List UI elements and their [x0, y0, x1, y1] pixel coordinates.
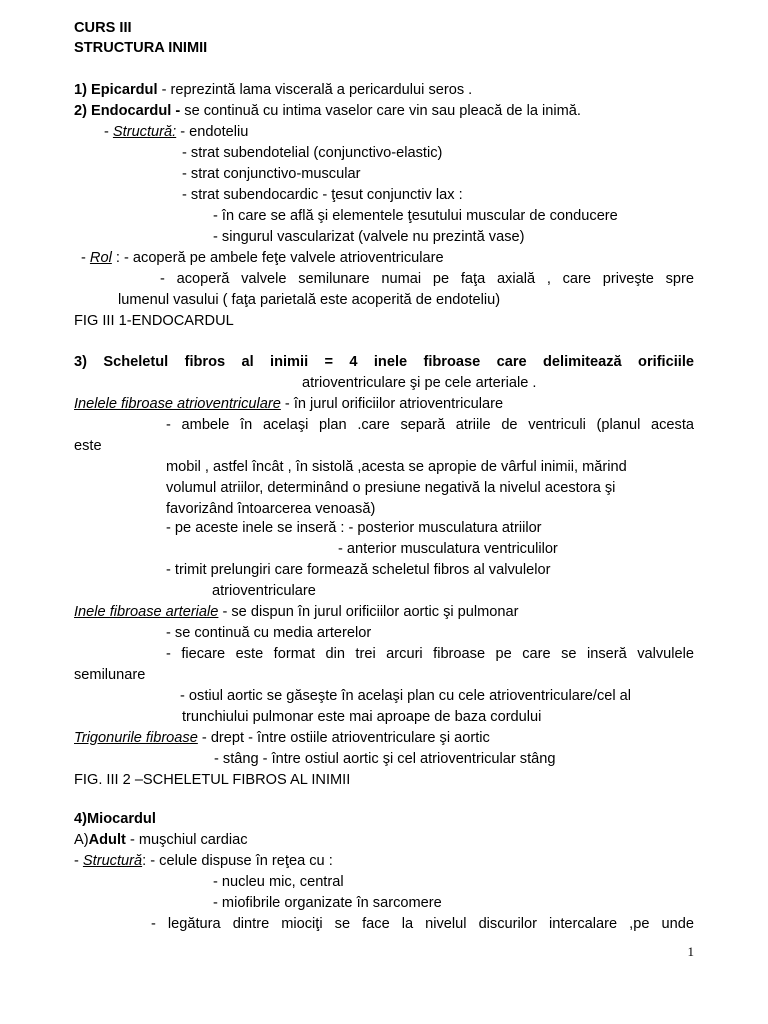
myocard-adult-term: Adult [88, 832, 126, 848]
endocard-role-third: lumenul vasului ( faţa parietală este acoperită de endoteliu) [118, 292, 501, 308]
arterial-rings-first: - se dispun în jurul orificiilor aortic şi pulmonar [218, 604, 519, 620]
myocard-structure-line [74, 851, 333, 871]
endocard-sublayer: - în care se află şi elementele ţesutului muscular de conducere [213, 208, 618, 224]
epicard-line [74, 80, 472, 100]
myocard-link-line: - legătura dintre miociţi se face la nivelul discurilor intercalare ,pe unde [151, 916, 694, 932]
role-dash: - [81, 250, 90, 266]
myocard-item: - nucleu mic, central [213, 874, 344, 890]
av-rings-text: mobil , astfel încât , în sistolă ,acesta se apropie de vârful inimii, mărind [166, 459, 627, 475]
trigones-left: - stâng - între ostiul aortic şi cel atrioventricular stâng [214, 751, 556, 767]
av-rings-text: - ambele în acelaşi plan .care separă atriile de ventriculi (planul acesta [166, 417, 694, 433]
endocard-line [74, 101, 581, 121]
epicard-text: - reprezintă lama viscerală a pericardului seros . [157, 82, 473, 98]
av-rings-text: - trimit prelungiri care formează scheletul fibros al valvulelor [166, 562, 551, 578]
epicard-term: Epicardul [91, 82, 158, 98]
endocard-role-second: - acoperă valvele semilunare numai pe faţa axială , care priveşte spre [160, 271, 694, 287]
av-rings-text: - pe aceste inele se inseră : - posterior musculatura atriilor [166, 520, 542, 536]
figure-caption: FIG. III 2 –SCHELETUL FIBROS AL INIMII [74, 772, 351, 788]
endocard-role-label: Rol [89, 250, 112, 266]
arterial-rings-line [74, 602, 519, 622]
av-rings-text: favorizând întoarcerea venoasă) [166, 501, 376, 517]
endocard-num: 2) [74, 103, 92, 119]
structure-dash: - [104, 124, 113, 140]
arterial-rings-text: - fiecare este format din trei arcuri fibroase pe care se inseră valvulele [166, 646, 694, 662]
av-rings-text: este [74, 438, 102, 454]
endocard-structure-line [104, 122, 248, 142]
myocard-adult-text: - muşchiul cardiac [125, 832, 248, 848]
arterial-rings-text: trunchiului pulmonar este mai aproape de baza cordului [182, 709, 542, 725]
adult-prefix: A) [74, 832, 89, 848]
page-number: 1 [687, 944, 694, 959]
myocard-structure-label: Structură [82, 853, 143, 869]
av-rings-first: - în jurul orificiilor atrioventriculare [280, 396, 504, 412]
endocard-structure-first: - endoteliu [176, 124, 249, 140]
trigones-label: Trigonurile fibroase [74, 730, 198, 746]
endocard-layer: - strat conjunctivo-muscular [182, 166, 361, 182]
endocard-role-first: : - acoperă pe ambele feţe valvele atrioventriculare [111, 250, 444, 266]
course-heading: CURS III [74, 20, 132, 36]
arterial-rings-label: Inele fibroase arteriale [74, 604, 219, 620]
endocard-layer: - strat subendocardic - ţesut conjunctiv lax : [182, 187, 463, 203]
av-rings-line [74, 394, 503, 414]
arterial-rings-text: semilunare [74, 667, 146, 683]
trigones-line [74, 728, 490, 748]
epicard-num: 1) [74, 82, 92, 98]
av-rings-label: Inelele fibroase atrioventriculare [74, 396, 281, 412]
endocard-term: Endocardul - [91, 103, 181, 119]
endocard-layer: - strat subendotelial (conjunctivo-elastic) [182, 145, 443, 161]
endocard-structure-label: Structură: [112, 124, 177, 140]
endocard-text: se continuă cu intima vaselor care vin sau pleacă de la inimă. [180, 103, 581, 119]
figure-caption: FIG III 1-ENDOCARDUL [74, 313, 234, 329]
av-rings-text: atrioventriculare [212, 583, 316, 599]
trigones-right: - drept - între ostiile atrioventriculare şi aortic [197, 730, 490, 746]
av-rings-text: volumul atriilor, determinând o presiune negativă la nivelul acestora şi [166, 480, 616, 496]
myocard-structure-text: : - celule dispuse în reţea cu : [142, 853, 333, 869]
endocard-role-line [81, 248, 444, 268]
myocard-item: - miofibrile organizate în sarcomere [213, 895, 442, 911]
structure-dash: - [74, 853, 83, 869]
myocard-adult-line [74, 830, 248, 850]
myocard-heading: 4)Miocardul [74, 811, 156, 827]
av-rings-text: - anterior musculatura ventriculilor [338, 541, 558, 557]
endocard-sublayer: - singurul vascularizat (valvele nu prezintă vase) [213, 229, 525, 245]
arterial-rings-text: - ostiul aortic se găseşte în acelaşi plan cu cele atrioventriculare/cel al [180, 688, 632, 704]
skeleton-heading: 3) Scheletul fibros al inimii = 4 inele fibroase care delimitează orificiile [74, 354, 694, 370]
skeleton-heading-cont: atrioventriculare şi pe cele arteriale . [302, 375, 537, 391]
page-title: STRUCTURA INIMII [74, 40, 208, 56]
arterial-rings-text: - se continuă cu media arterelor [166, 625, 372, 641]
